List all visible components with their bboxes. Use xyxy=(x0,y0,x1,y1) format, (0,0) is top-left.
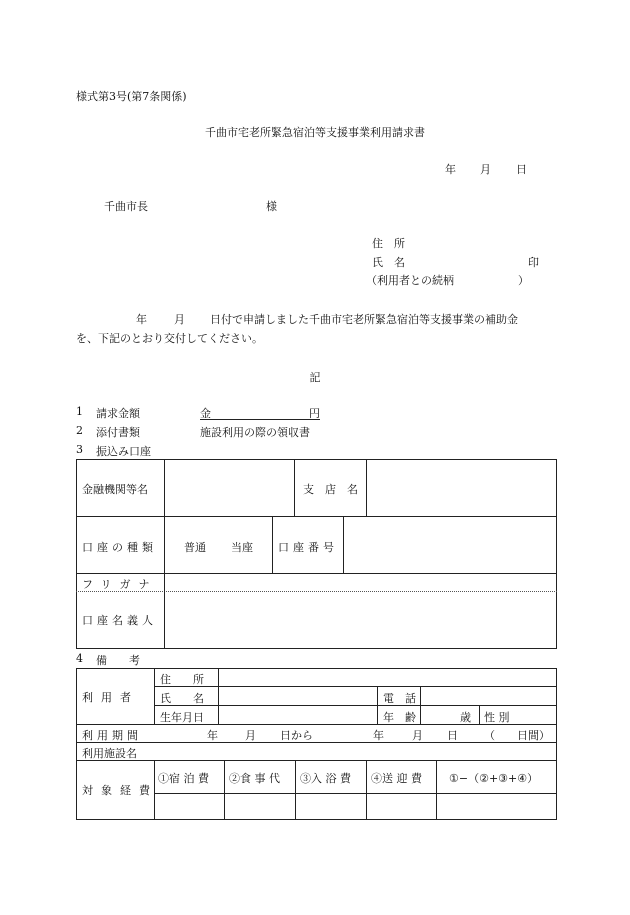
date-day: 日 xyxy=(516,163,527,176)
body-line1: 日付で申請しました千曲市宅老所緊急宿泊等支援事業の補助金 xyxy=(210,313,518,326)
birthdate-field[interactable] xyxy=(220,706,376,723)
account-number-field[interactable] xyxy=(345,517,556,572)
kin-label: 金 xyxy=(200,407,211,420)
phone-field[interactable] xyxy=(422,687,556,704)
futsu-option[interactable]: 普通 xyxy=(184,541,206,554)
meal-amount-field[interactable] xyxy=(226,795,293,819)
item3-label: 振込み口座 xyxy=(96,445,151,458)
user-address-field[interactable] xyxy=(220,669,556,685)
period-month2: 月 xyxy=(412,729,423,742)
period-from: 日から xyxy=(280,729,313,742)
birthdate-label: 生年月日 xyxy=(160,711,204,724)
seal-mark: 印 xyxy=(528,256,539,269)
user-address-label: 住 所 xyxy=(160,673,204,686)
applicant-address-label: 住 所 xyxy=(372,237,405,250)
en-label: 円 xyxy=(309,407,320,420)
furigana-field[interactable] xyxy=(166,574,556,590)
addressee-name: 千曲市長 xyxy=(104,200,148,213)
item4-label: 備 考 xyxy=(96,654,140,667)
period-month1: 月 xyxy=(245,729,256,742)
expense-label: 対象経費 xyxy=(82,784,158,797)
item4-number: 4 xyxy=(76,652,83,665)
account-type-label: 口座の種類 xyxy=(82,541,157,554)
period-label: 利用期間 xyxy=(82,729,142,742)
bath-amount-field[interactable] xyxy=(297,795,364,819)
toza-option[interactable]: 当座 xyxy=(231,541,253,554)
transport-amount-field[interactable] xyxy=(368,795,434,819)
item2-label: 添付書類 xyxy=(96,426,140,439)
branch-field[interactable] xyxy=(368,460,556,515)
lodging-header: ①宿 泊 費 xyxy=(158,772,209,785)
facility-field[interactable] xyxy=(150,743,556,759)
period-year1: 年 xyxy=(207,729,218,742)
claim-amount-field xyxy=(200,405,320,420)
body-year: 年 xyxy=(136,313,147,326)
holder-field[interactable] xyxy=(166,592,556,648)
total-amount-field[interactable] xyxy=(438,795,556,819)
period-year2: 年 xyxy=(373,729,384,742)
formula-header: ①−（②+③+④） xyxy=(449,772,539,785)
period-days: （ 日間） xyxy=(484,729,550,742)
lodging-amount-field[interactable] xyxy=(156,795,222,819)
body-month: 月 xyxy=(174,313,185,326)
item1-number: 1 xyxy=(76,405,83,418)
phone-label: 電 話 xyxy=(383,692,416,705)
institution-field[interactable] xyxy=(166,460,293,515)
item2-number: 2 xyxy=(76,424,83,437)
meal-header: ②食 事 代 xyxy=(229,772,280,785)
institution-label: 金融機関等名 xyxy=(82,483,148,496)
branch-label: 支 店 名 xyxy=(303,483,358,496)
item2-value: 施設利用の際の領収書 xyxy=(200,426,310,439)
item3-number: 3 xyxy=(76,443,83,456)
sai-label: 歳 xyxy=(460,711,471,724)
user-name-label: 氏 名 xyxy=(160,692,204,705)
applicant-name-label: 氏 名 xyxy=(372,256,405,269)
body-line2: を、下記のとおり交付してください。 xyxy=(76,332,263,345)
transport-header: ④送 迎 費 xyxy=(371,772,422,785)
date-year: 年 xyxy=(445,163,456,176)
ki-heading: 記 xyxy=(309,371,321,384)
page-title: 千曲市宅老所緊急宿泊等支援事業利用請求書 xyxy=(205,126,425,139)
item1-label: 請求金額 xyxy=(96,407,140,420)
user-name-field[interactable] xyxy=(220,687,376,704)
holder-label: 口座名義人 xyxy=(82,614,157,627)
user-label: 利用者 xyxy=(82,691,139,704)
addressee-honorific: 様 xyxy=(266,200,277,213)
form-number: 様式第3号(第7条関係) xyxy=(76,90,187,103)
relation-open: （利用者との続柄 xyxy=(366,274,454,287)
facility-label: 利用施設名 xyxy=(82,747,137,760)
bath-header: ③入 浴 費 xyxy=(300,772,351,785)
sex-label: 性 別 xyxy=(484,711,510,724)
age-label: 年 齢 xyxy=(383,711,416,724)
date-month: 月 xyxy=(480,163,491,176)
period-day2: 日 xyxy=(447,729,458,742)
relation-close: ） xyxy=(518,274,529,287)
furigana-label: フリガナ xyxy=(82,578,158,591)
account-number-label: 口座番号 xyxy=(278,541,338,554)
